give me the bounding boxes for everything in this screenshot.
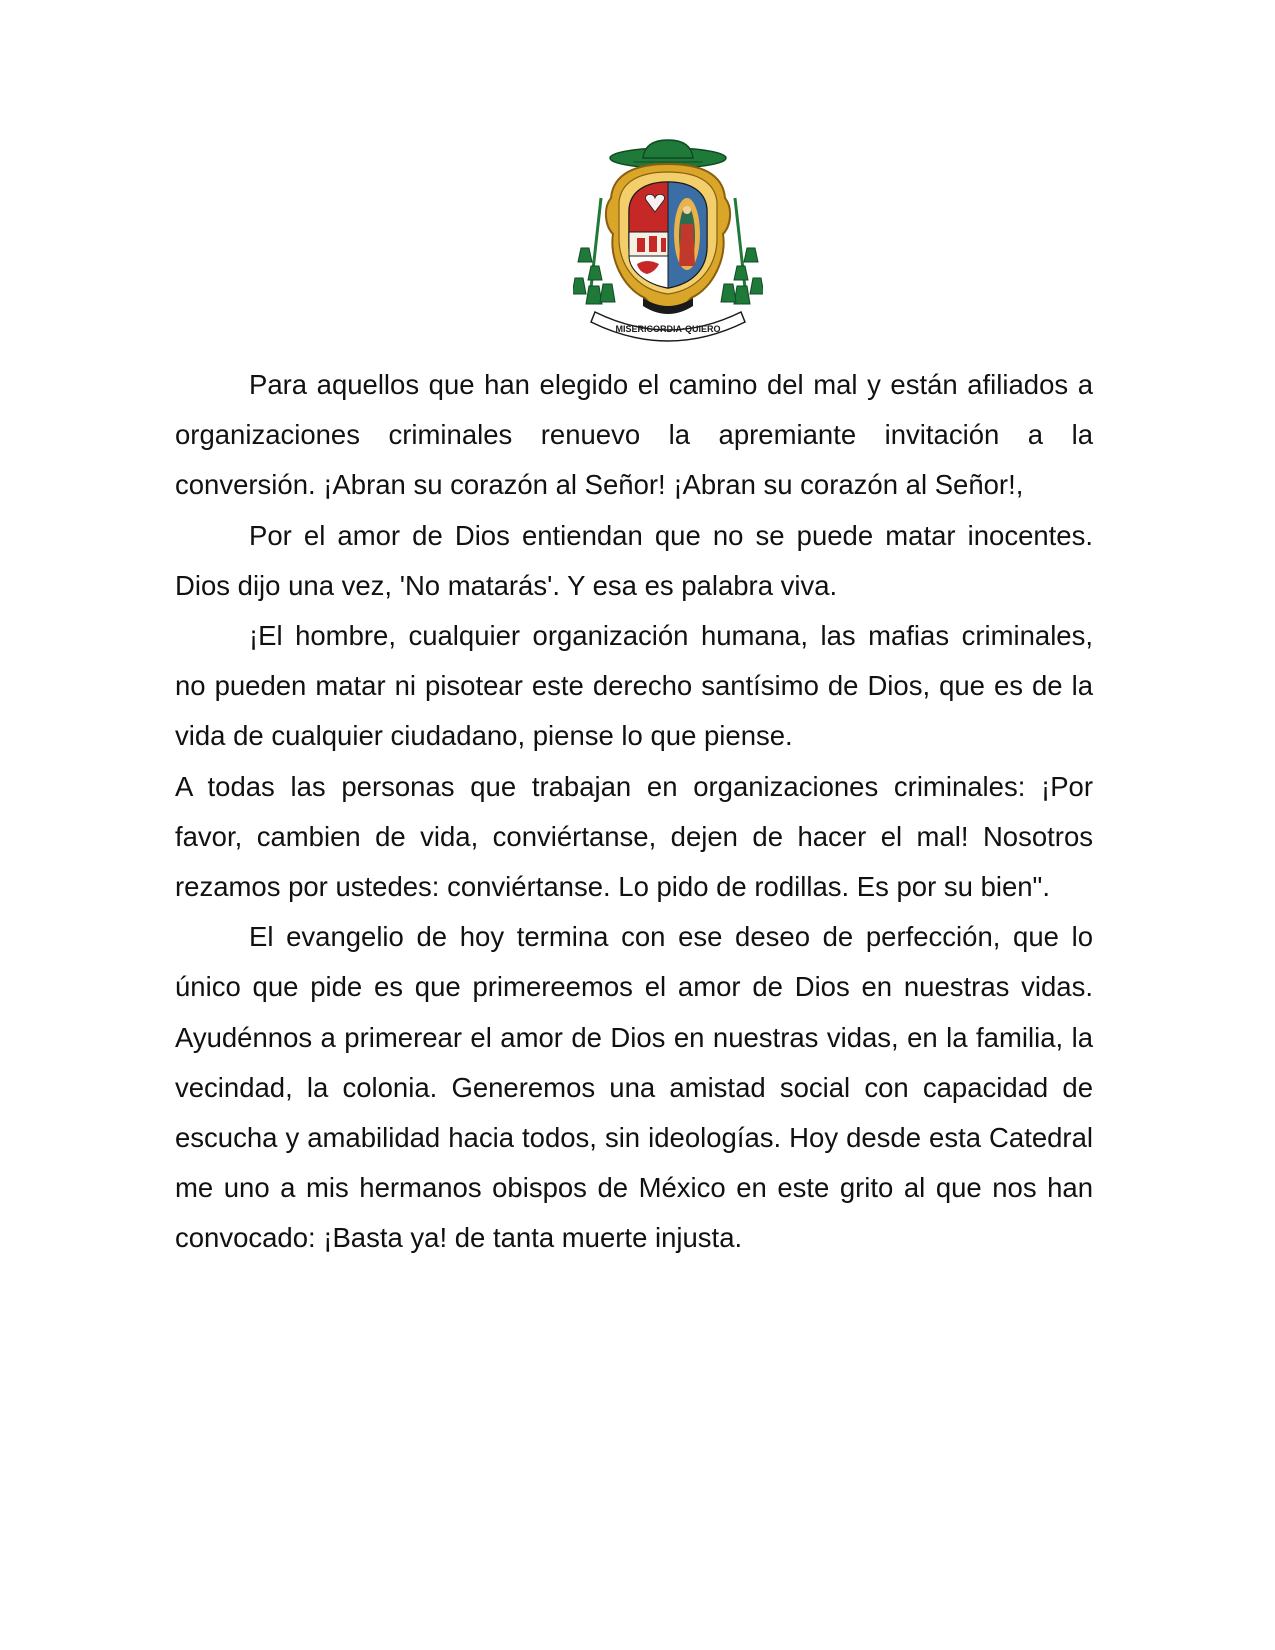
motto-text: MISERICORDIA·QUIERO <box>615 324 721 334</box>
paragraph-1: Para aquellos que han elegido el camino del mal y están afiliados a organizaciones criminales renuevo la apremiante invitación a la conversión. ¡Abran su corazón al Señor! ¡Abran su corazón al Señor!, <box>175 369 1093 501</box>
paragraph-4: A todas las personas que trabajan en organizaciones criminales: ¡Por favor, cambien de vida, conviértanse, dejen de hacer el mal! Nosotros rezamos por ustedes: conviértanse. Lo pido de rodillas. Es por su bien". <box>175 770 1093 903</box>
shield <box>629 182 707 288</box>
coat-of-arms-icon <box>573 138 763 348</box>
paragraph-3: ¡El hombre, cualquier organización humana, las mafias criminales, no pueden matar ni pisotear este derecho santísimo de Dios, que es de la vida de cualquier ciudadano, piense lo que piense. <box>175 620 1093 752</box>
paragraph-5: El evangelio de hoy termina con ese deseo de perfección, que lo único que pide es que primereemos el amor de Dios en nuestras vidas. Ayudénnos a primerear el amor de Dios en nuestras vidas, en la familia, la vecindad, la colonia. Generemos una amistad social con capacidad de escucha y amabilidad hacia todos, sin ideologías. Hoy desde esta Catedral me uno a mis hermanos obispos de México en este grito al que nos han convocado: ¡Basta ya! de tanta muerte injusta. <box>175 921 1093 1254</box>
document-body <box>175 360 1093 1264</box>
paragraph-2: Por el amor de Dios entiendan que no se puede matar inocentes. Dios dijo una vez, 'No matarás'. Y esa es palabra viva. <box>175 519 1093 601</box>
motto-ribbon <box>591 312 745 341</box>
